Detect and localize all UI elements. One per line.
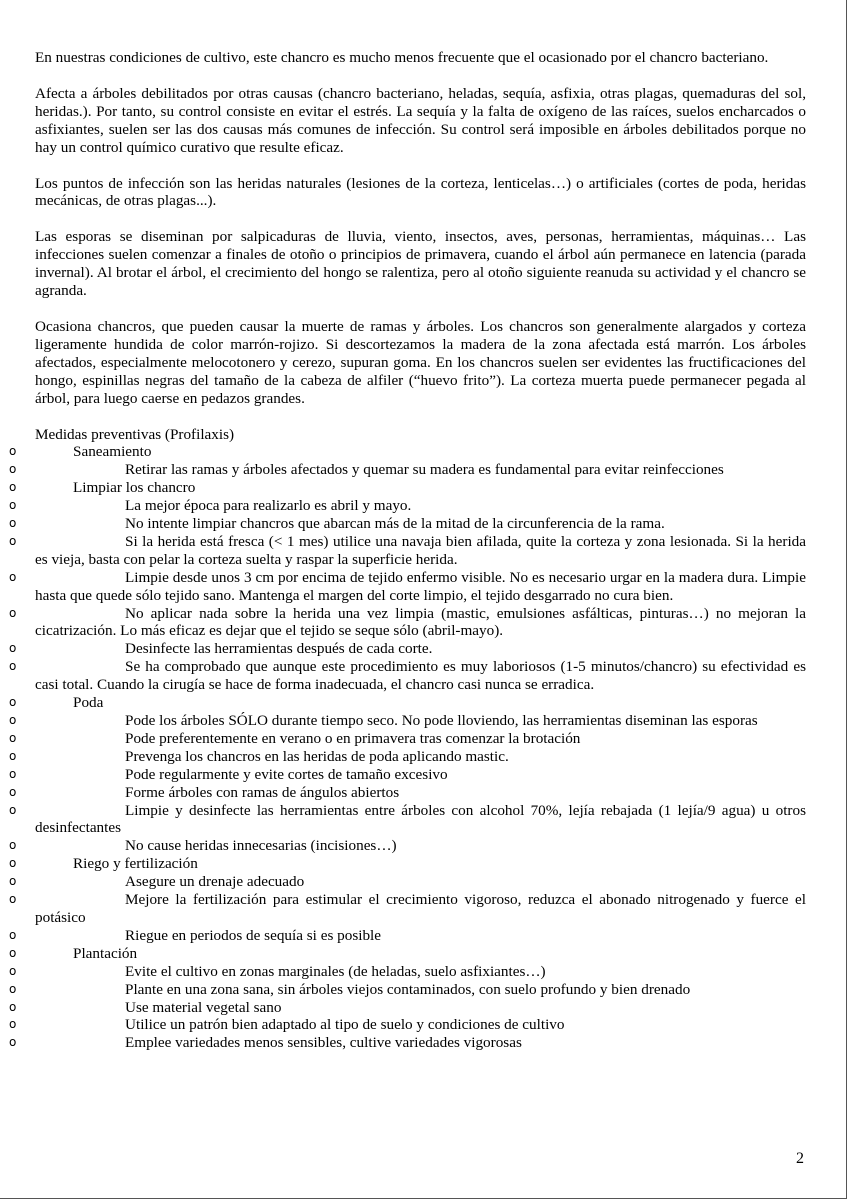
paragraph: Los puntos de infección son las heridas naturales (lesiones de la corteza, lenticelas…) o artificiales (cortes de poda, heridas mecánicas, de otras plagas...).	[35, 174, 806, 210]
list-item-text: Evite el cultivo en zonas marginales (de heladas, suelo asfixiantes…)	[125, 962, 546, 980]
list-item	[9, 801, 806, 838]
list-item	[9, 640, 806, 658]
list-item-text: Forme árboles con ramas de ángulos abiertos	[125, 783, 400, 801]
bullet-icon: o	[9, 999, 17, 1014]
list-item-text: Utilice un patrón bien adaptado al tipo de suelo y condiciones de cultivo	[125, 1016, 565, 1034]
list-item-text: Asegure un drenaje adecuado	[125, 873, 305, 891]
list-item-text: Mejore la fertilización para estimular el crecimiento vigoroso, reduzca el abonado nitrogenado y fuerce el potásico	[35, 891, 806, 926]
bullet-icon: o	[9, 1017, 17, 1032]
list-heading-item	[9, 479, 806, 497]
bullet-icon: o	[9, 945, 17, 960]
list-item-text: Limpie desde unos 3 cm por encima de tejido enfermo visible. No es necesario urgar en la madera dura. Limpie hasta que quede sólo tejido sano. Mantenga el margen del corte limpio, el tejido desgarrado no cura bien.	[35, 568, 806, 604]
list-item	[9, 962, 806, 981]
list-item	[9, 604, 806, 641]
list-item-text: Riego y fertilización	[73, 855, 198, 873]
list-item	[9, 515, 806, 533]
list-item-text: Retirar las ramas y árboles afectados y quemar su madera es fundamental para evitar reinfecciones	[125, 461, 724, 479]
list-item-text: Plantación	[73, 944, 138, 962]
bullet-icon: o	[9, 533, 17, 548]
page-number: 2	[796, 1150, 804, 1167]
list-item-text: Riegue en periodos de sequía si es posible	[125, 926, 382, 944]
list-item-text: Pode preferentemente en verano o en primavera tras comenzar la brotación	[125, 729, 581, 747]
bullet-icon: o	[9, 892, 17, 907]
section-heading: Medidas preventivas (Profilaxis)	[35, 425, 235, 443]
bullet-icon: o	[9, 838, 17, 853]
bullet-icon: o	[9, 516, 17, 531]
paragraph: Las esporas se diseminan por salpicaduras de lluvia, viento, insectos, aves, personas, herramientas, máquinas… Las infecciones suelen comenzar a finales de otoño o principios de primavera, cuando el árbol aún permanece en latencia (parada invernal). Al brotar el árbol, el crecimiento del hongo se ralentiza, pero al otoño siguiente reanuda su actividad y el chancro se agranda.	[35, 228, 806, 300]
bullet-icon: o	[9, 802, 17, 817]
paragraph: Ocasiona chancros, que pueden causar la muerte de ramas y árboles. Los chancros son generalmente alargados y corteza ligeramente hundida de color marrón-rojizo. Si descortezamos la madera de la zona afectada está marrón. Los árboles afectados, especialmente melocotonero y cerezo, supuran goma. En los chancros suelen ser evidentes las fructificaciones del hongo, espinillas negras del tamaño de la cabeza de alfiler (“huevo frito”). La corteza muerta puede permanecer pegada al árbol, para luego caerse en pedazos grandes.	[35, 317, 806, 407]
list-item	[9, 998, 806, 1017]
list-item-text: Emplee variedades menos sensibles, cultive variedades vigorosas	[125, 1034, 522, 1052]
list-heading-item	[9, 944, 806, 963]
bullet-icon: o	[9, 605, 17, 620]
list-item	[9, 568, 806, 605]
list-item-text: Saneamiento	[73, 443, 152, 461]
list-item	[9, 532, 806, 569]
list-heading-item	[9, 855, 806, 873]
bullet-icon: o	[9, 444, 17, 459]
bullet-icon: o	[9, 927, 17, 942]
list-item	[9, 926, 806, 945]
bullet-icon: o	[9, 695, 17, 710]
bullet-icon: o	[9, 766, 17, 781]
list-item	[9, 461, 806, 479]
list-item-text: La mejor época para realizarlo es abril y mayo.	[125, 497, 412, 515]
list-item	[9, 765, 806, 784]
list-item	[9, 729, 806, 748]
measures-list	[9, 443, 806, 1052]
bullet-icon: o	[9, 1035, 17, 1050]
bullet-icon: o	[9, 498, 17, 513]
bullet-icon: o	[9, 569, 17, 584]
bullet-icon: o	[9, 748, 17, 763]
bullet-icon: o	[9, 713, 17, 727]
list-item-text: No cause heridas innecesarias (incisiones…)	[125, 837, 397, 855]
list-item	[9, 980, 806, 999]
list-item-text: No aplicar nada sobre la herida una vez limpia (mastic, emulsiones asfálticas, pinturas…) no mejoran la cicatrización. Lo más eficaz es dejar que el tejido se seque sólo (abril-mayo).	[35, 604, 806, 640]
list-heading-item	[9, 443, 806, 461]
list-item	[9, 783, 806, 802]
bullet-icon: o	[9, 462, 17, 477]
list-item	[9, 873, 806, 891]
bullet-icon: o	[9, 730, 17, 745]
list-item	[9, 1016, 806, 1034]
bullet-icon: o	[9, 659, 17, 674]
list-item	[9, 837, 806, 855]
bullet-icon: o	[9, 641, 17, 656]
list-item-text: Poda	[73, 694, 104, 712]
list-item-text: Limpiar los chancro	[73, 479, 196, 497]
list-item-text: No intente limpiar chancros que abarcan más de la mitad de la circunferencia de la rama.	[125, 515, 665, 533]
list-heading-item	[9, 694, 806, 712]
bullet-icon: o	[9, 981, 17, 996]
list-item-text: Desinfecte las herramientas después de cada corte.	[125, 640, 433, 658]
list-item-text: Si la herida está fresca (< 1 mes) utilice una navaja bien afilada, quite la corteza y zona lesionada. Si la herida es vieja, basta con pelar la corteza suelta y raspar la superficie herida.	[35, 532, 806, 568]
list-item	[9, 1034, 806, 1052]
list-item	[9, 712, 806, 730]
list-item	[9, 658, 806, 694]
list-item-text: Use material vegetal sano	[125, 998, 282, 1016]
bullet-icon: o	[9, 784, 17, 799]
bullet-icon: o	[9, 963, 17, 978]
list-item-text: Pode regularmente y evite cortes de tamaño excesivo	[125, 765, 448, 783]
document-body	[9, 49, 806, 1052]
list-item-text: Se ha comprobado que aunque este procedimiento es muy laboriosos (1-5 minutos/chancro) su efectividad es casi total. Cuando la cirugía se hace de forma inadecuada, el chancro casi nunca se erradica.	[35, 658, 806, 694]
list-item-text: Pode los árboles SÓLO durante tiempo seco. No pode lloviendo, las herramientas diseminan las esporas	[125, 712, 758, 729]
list-item	[9, 497, 806, 515]
list-item-text: Limpie y desinfecte las herramientas entre árboles con alcohol 70%, lejía rebajada (1 lejía/9 agua) u otros desinfectantes	[35, 801, 806, 837]
bullet-icon: o	[9, 874, 17, 889]
list-item	[9, 747, 806, 766]
bullet-icon: o	[9, 480, 17, 495]
list-item	[9, 891, 806, 927]
list-item-text: Prevenga los chancros en las heridas de poda aplicando mastic.	[125, 747, 509, 765]
paragraph: Afecta a árboles debilitados por otras causas (chancro bacteriano, heladas, sequía, asfixia, otras plagas, quemaduras del sol, heridas.). Por tanto, su control consiste en evitar el estrés. La sequía y la falta de oxígeno de las raíces, suelos encharcados o asfixiantes, suelen ser las dos causas más comunes de infección. Su control será imposible en árboles debilitados porque no hay un control químico curativo que resulte eficaz.	[35, 84, 806, 156]
paragraph: En nuestras condiciones de cultivo, este chancro es mucho menos frecuente que el ocasionado por el chancro bacteriano.	[35, 49, 769, 66]
list-item-text: Plante en una zona sana, sin árboles viejos contaminados, con suelo profundo y bien drenado	[125, 980, 691, 998]
bullet-icon: o	[9, 856, 17, 871]
